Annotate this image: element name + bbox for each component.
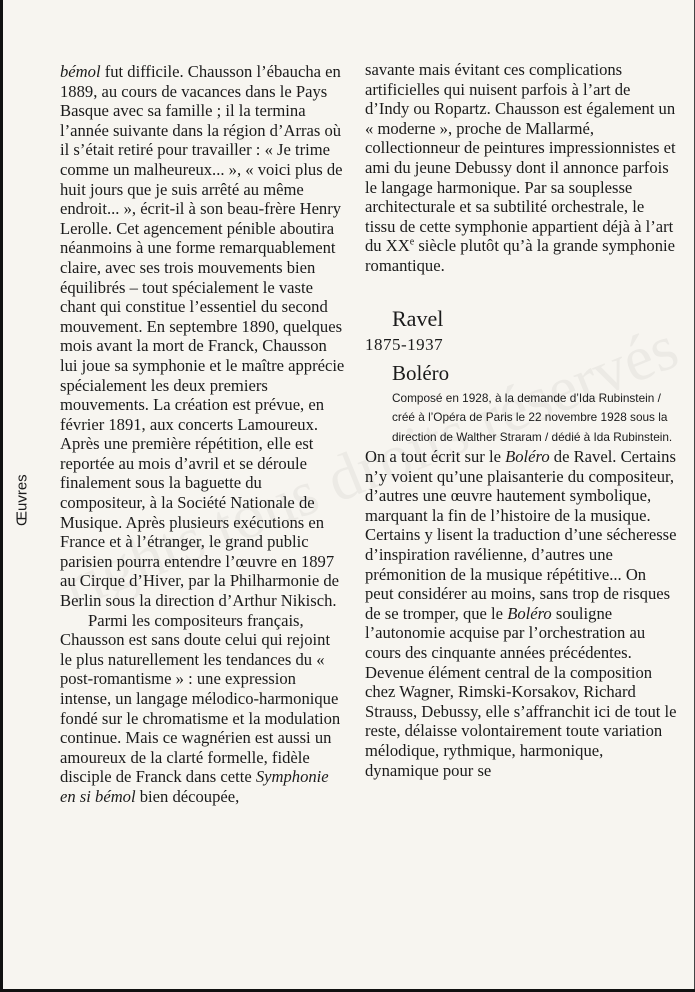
paragraph-text-tail: bien découpée, xyxy=(135,786,240,806)
superscript: e xyxy=(409,236,415,248)
left-column xyxy=(60,62,346,807)
work-details: Composé en 1928, à la demande d’Ida Rubinstein / créé à l’Opéra de Paris le 22 novembre 1928 sous la direction de Walther Straram / dédié à Ida Rubinstein. xyxy=(392,390,673,444)
paragraph-text: de Ravel. Certains n’y voient qu’une plaisanterie du compositeur, d’autres une œuvre hautement symbolique, marquant la fin de l’histoire de la musique. Certains y lisent la traduction d’une sécheresse d’inspiration ravélienne, d’autres une prémonition de la musique répétitive... On peut considérer au moins, sans trop de risques de se tromper, que le xyxy=(365,447,677,623)
paragraph-text: savante mais évitant ces complications artificielles qui nuisent parfois à l’art de d’Indy ou Ropartz. Chausson est également un « moderne », proche de Mallarmé, collectionneur de peintures impressionnistes et ami du jeune Debussy dont il annonce parfois le langage harmonique. Par sa souplesse architecturale et sa subtilité orchestrale, le tissu de cette symphonie appartient déjà à l’art du XX xyxy=(365,60,676,256)
chausson-paragraph-3 xyxy=(365,60,677,276)
composer-dates: 1875-1937 xyxy=(365,334,444,354)
page-edge-left xyxy=(0,0,3,992)
paragraph-text-tail: siècle plutôt qu’à la grande symphonie romantique. xyxy=(365,236,675,275)
composer-name: Ravel xyxy=(392,305,444,331)
paragraph-text: fut difficile. Chausson l’ébaucha en 1889, au cours de vacances dans le Pays Basque avec sa famille ; il la termina l’année suivante dans la région d’Arras où il s’était retiré pour travailler : « Je trime comme un malheureux... », « voici plus de huit jours que je suis arrêté au même endroit... », écrit-il à son beau-frère Henry Lerolle. Cet agencement pénible aboutira néanmoins à une forme remarquablement claire, avec ses trois mouvements bien équilibrés – tout spécialement le vaste chant qui constitue l’essentiel du second mouvement. En septembre 1890, quelques mois avant la mort de Franck, Chausson lui joue sa symphonie et le maître apprécie spécialement les deux premiers mouvements. La création est prévue, en février 1891, aux concerts Lamoureux. Après une première répétition, elle est reportée au mois d’avril et se déroule finalement sous la baguette du compositeur, à la Société Nationale de Musique. Après plusieurs exécutions en France et à l’étranger, le grand public parisien pourra entendre l’œuvre en 1897 au Cirque d’Hiver, par la Philharmonie de Berlin sous la direction d’Arthur Nikisch. xyxy=(60,62,345,611)
section-side-label: Œuvres xyxy=(13,474,31,526)
right-column xyxy=(365,60,677,780)
ravel-paragraph xyxy=(365,447,677,780)
italic-work-title: Boléro xyxy=(505,447,550,467)
italic-work-title: Symphonie en si bémol xyxy=(60,767,329,806)
italic-work-title: Boléro xyxy=(507,603,552,623)
work-title: Boléro xyxy=(392,360,450,385)
paragraph-text: On a tout écrit sur le xyxy=(365,447,506,467)
paragraph-text: Parmi les compositeurs français, Chausson est sans doute celui qui rejoint le plus naturellement les tendances du « post-romantisme » : une expression intense, un langage mélodico-harmonique fondé sur le chromatisme et la modulation continue. Mais ce wagnérien est aussi un amoureux de la clarté formelle, fidèle disciple de Franck dans cette xyxy=(60,610,341,787)
italic-term: bémol xyxy=(60,62,101,81)
composer-header xyxy=(365,306,677,448)
chausson-paragraph-2 xyxy=(60,611,346,807)
paragraph-text: souligne l’autonomie acquise par l’orchestration au cours des cinquante années précédentes. Devenue élément central de la composition chez Wagner, Rimski-Korsakov, Richard Strauss, Debussy, elle s’affranchit ici de tout le reste, délaisse volontairement toute variation mélodique, rythmique, harmonique, dynamique pour se xyxy=(365,603,677,780)
chausson-paragraph-1 xyxy=(60,62,346,611)
